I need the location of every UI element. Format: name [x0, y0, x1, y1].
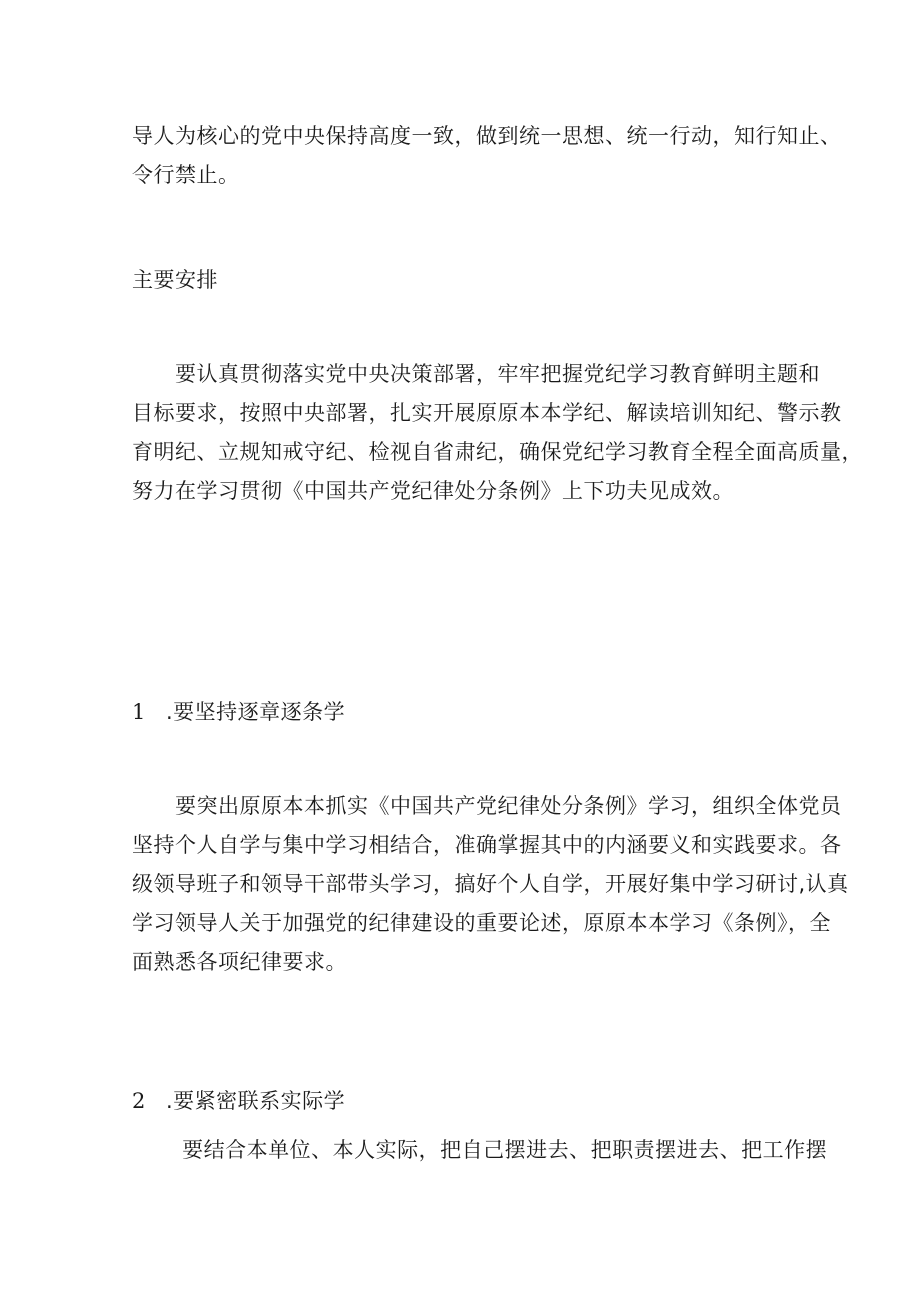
text-line: 要突出原原本本抓实《中国共产党纪律处分条例》学习，组织全体党员: [132, 794, 842, 818]
item-2-number: 2: [132, 1089, 146, 1113]
text-line: 育明纪、立规知戒守纪、检视自省肃纪，确保党纪学习教育全程全面高质量，: [132, 440, 863, 464]
text-line: 努力在学习贯彻《中国共产党纪律处分条例》上下功夫见成效。: [132, 479, 734, 503]
item-2-title: .要紧密联系实际学: [166, 1089, 346, 1113]
text-line: 级领导班子和领导干部带头学习，搞好个人自学，开展好集中学习研讨,认真: [132, 872, 849, 896]
item-2-paragraph: [132, 1131, 828, 1170]
intro-paragraph: [132, 117, 842, 195]
item-1-number: 1: [132, 700, 146, 724]
item-1-title: .要坚持逐章逐条学: [166, 700, 346, 724]
main-paragraph: [132, 355, 863, 511]
section-title: 主要安排: [132, 268, 218, 292]
text-line: 目标要求，按照中央部署，扎实开展原原本本学纪、解读培训知纪、警示教: [132, 401, 842, 425]
item-1-heading: [132, 697, 345, 727]
text-line: 要认真贯彻落实党中央决策部署，牢牢把握党纪学习教育鲜明主题和: [132, 362, 820, 386]
item-1-paragraph: [132, 787, 849, 982]
text-line: 导人为核心的党中央保持高度一致，做到统一思想、统一行动，知行知止、: [132, 124, 842, 148]
item-2-heading: [132, 1086, 345, 1116]
text-line: 要结合本单位、本人实际，把自己摆进去、把职责摆进去、把工作摆: [132, 1138, 828, 1162]
text-line: 面熟悉各项纪律要求。: [132, 950, 347, 974]
text-line: 令行禁止。: [132, 163, 240, 187]
text-line: 坚持个人自学与集中学习相结合，准确掌握其中的内涵要义和实践要求。各: [132, 833, 842, 857]
text-line: 学习领导人关于加强党的纪律建设的重要论述，原原本本学习《条例》，全: [132, 911, 831, 935]
